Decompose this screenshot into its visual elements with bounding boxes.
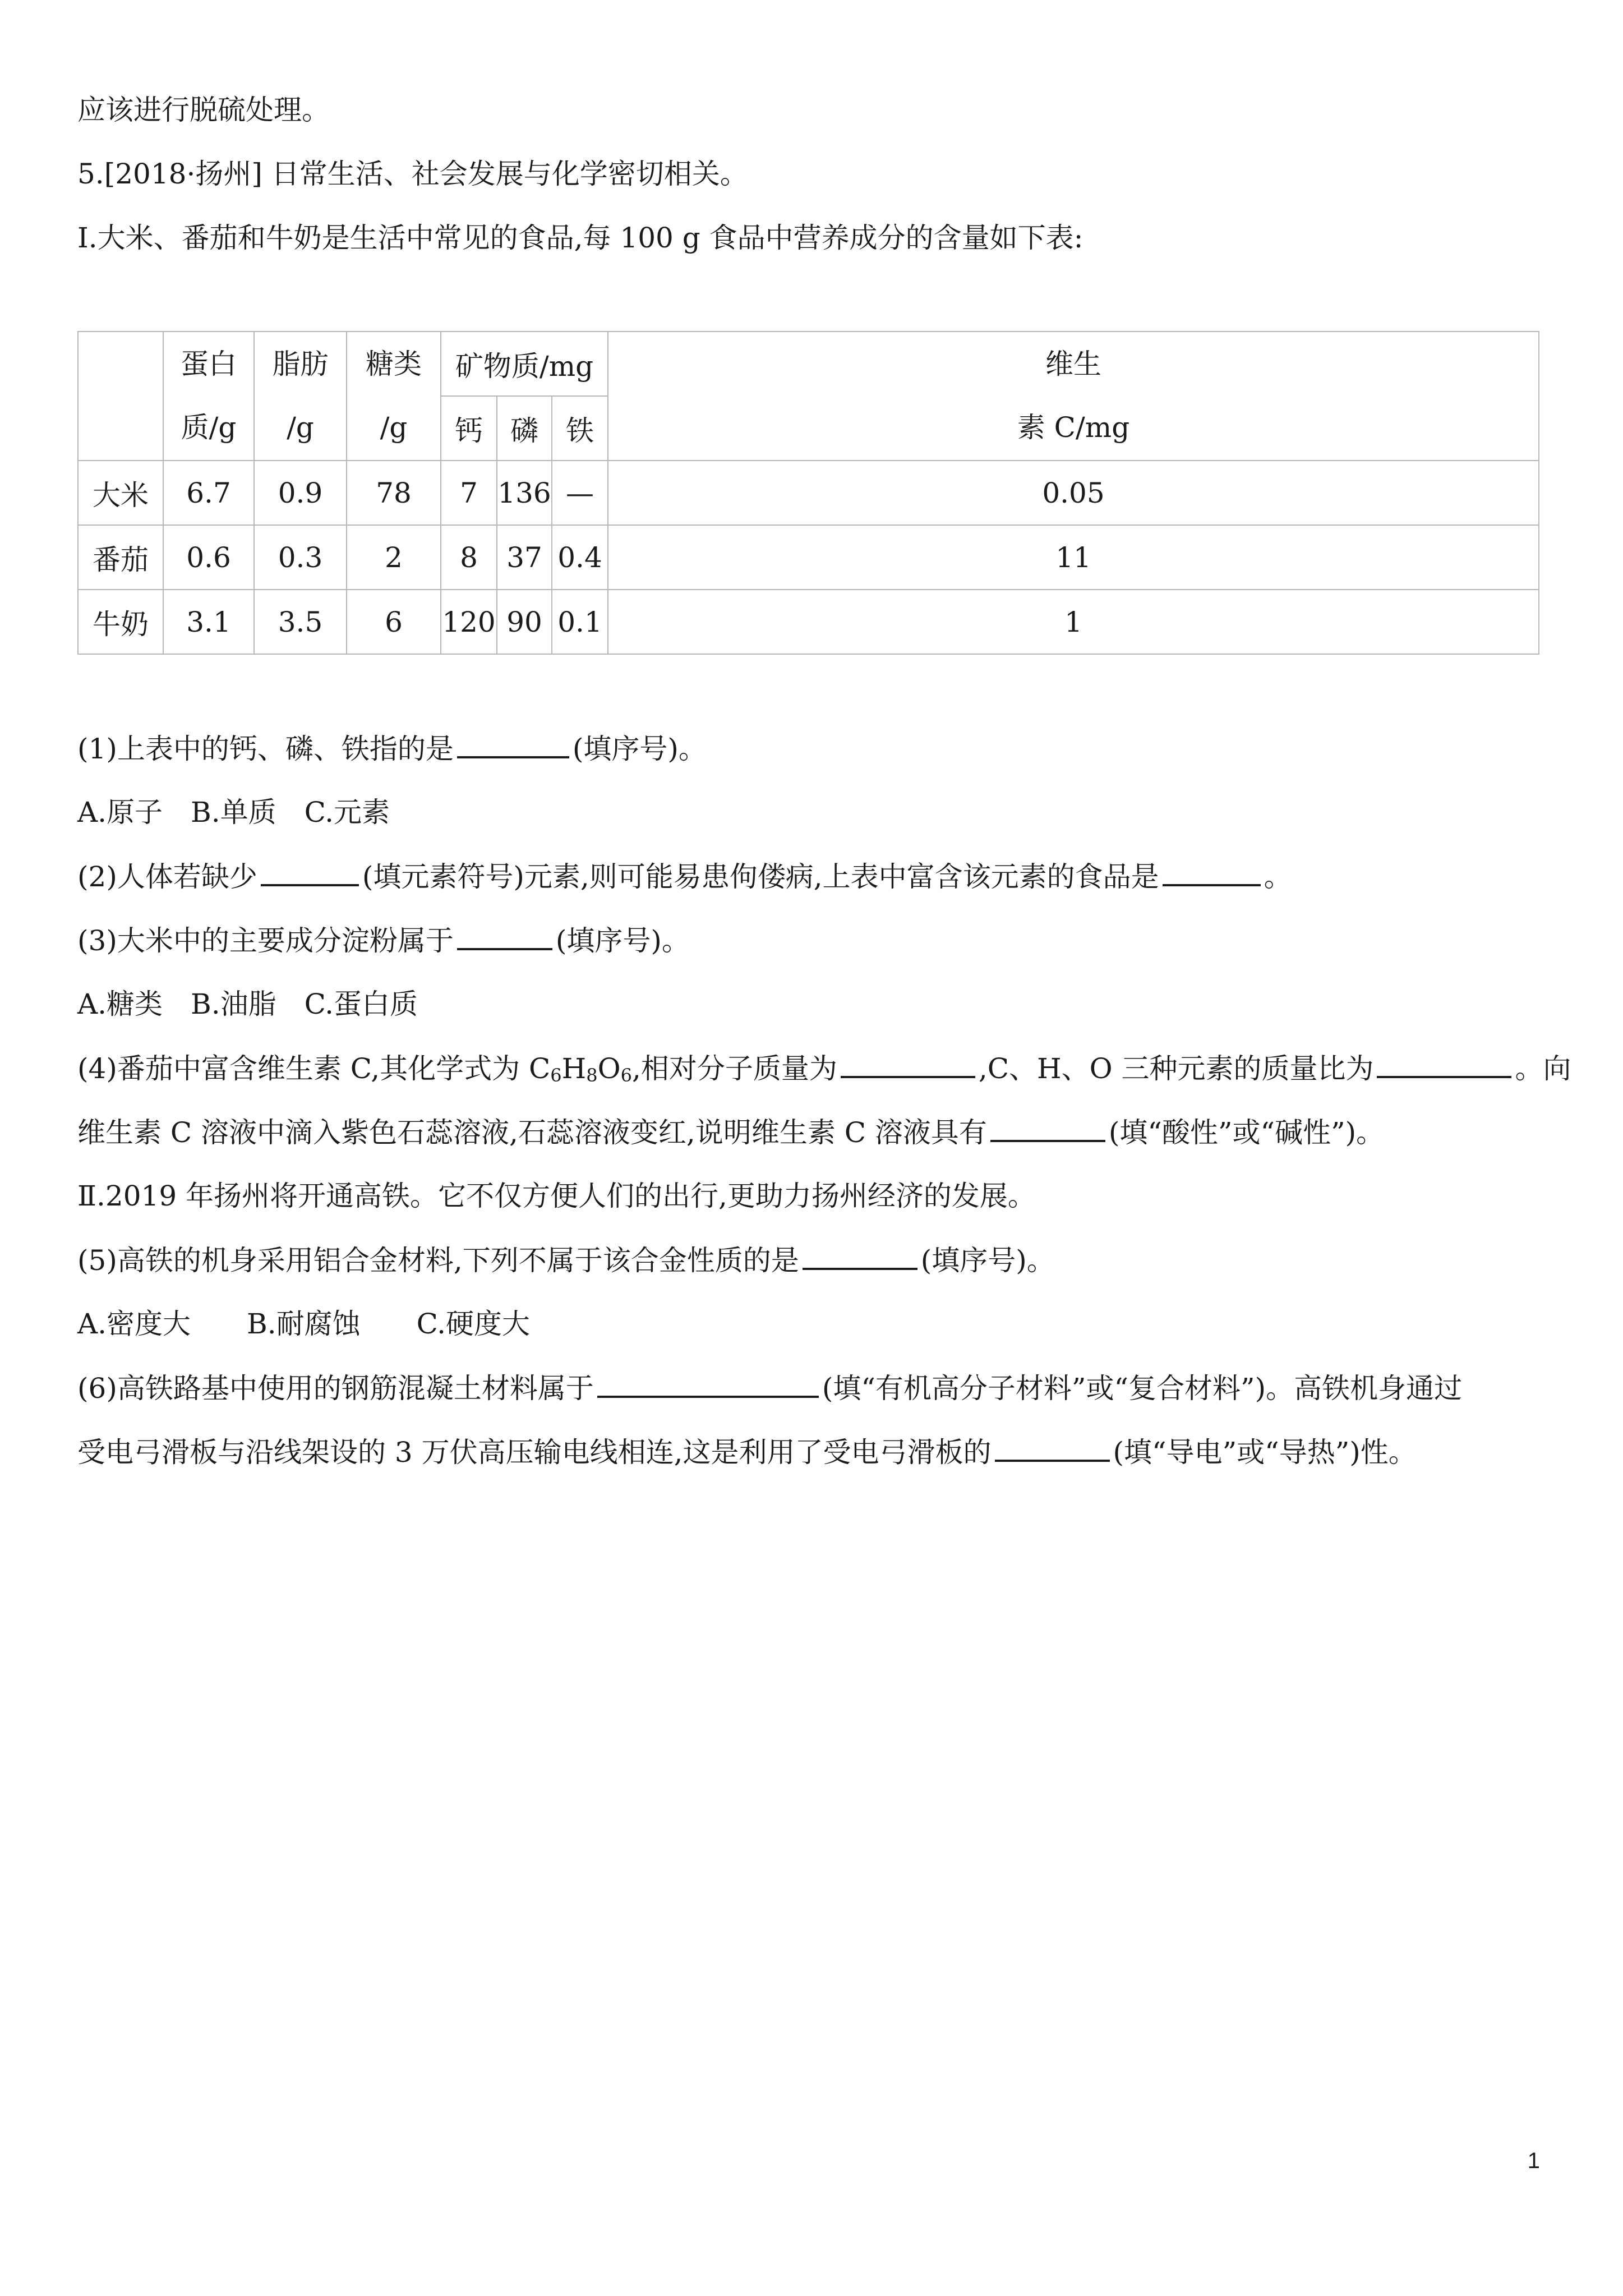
header-calcium: 钙: [441, 396, 497, 461]
cell-fat: 0.3: [254, 525, 347, 590]
cell-iron: 0.1: [552, 590, 608, 654]
table-row: [78, 525, 1539, 590]
answer-blank-2a[interactable]: [261, 858, 359, 886]
header-fat: 脂肪 /g: [254, 332, 347, 461]
question-6: (6)高铁路基中使用的钢筋混凝土材料属于 (填“有机高分子材料”或“复合材料”)。高铁机身通过: [77, 1370, 1462, 1406]
nutrition-table: [77, 331, 1539, 655]
cell-protein: 3.1: [163, 590, 254, 654]
header-iron: 铁: [552, 396, 608, 461]
question-title: 5.[2018·扬州] 日常生活、社会发展与化学密切相关。: [77, 158, 748, 190]
cell-vitamin-c: 11: [608, 525, 1539, 590]
answer-blank-3[interactable]: [457, 922, 552, 950]
cell-iron: —: [552, 461, 608, 525]
cell-phosphorus: 37: [497, 525, 552, 590]
section-1-intro: Ⅰ.大米、番茄和牛奶是生活中常见的食品,每 100 g 食品中营养成分的含量如下表:: [77, 222, 1083, 254]
question-3-options: A.糖类 B.油脂 C.蛋白质: [77, 988, 418, 1020]
cell-sugar: 2: [347, 525, 441, 590]
cell-phosphorus: 90: [497, 590, 552, 654]
cell-protein: 0.6: [163, 525, 254, 590]
cell-protein: 6.7: [163, 461, 254, 525]
header-vitamin-c: 维生 素 C/mg: [608, 332, 1539, 461]
answer-blank-1[interactable]: [457, 730, 569, 758]
table-row: [78, 590, 1539, 654]
cell-phosphorus: 136: [497, 461, 552, 525]
question-4: (4)番茄中富含维生素 C,其化学式为 $C_6H_8O_6$,相对分子质量为 ,C、H、O 三种元素的质量比为 。向: [77, 1050, 1571, 1093]
page-number: 1: [1527, 2148, 1540, 2173]
cell-calcium: 7: [441, 461, 497, 525]
question-3: (3)大米中的主要成分淀粉属于 (填序号)。: [77, 922, 690, 959]
answer-blank-4a[interactable]: [841, 1050, 975, 1078]
cell-fat: 3.5: [254, 590, 347, 654]
header-sugar: 糖类 /g: [347, 332, 441, 461]
text-line-intro: 应该进行脱硫处理。: [77, 94, 330, 126]
header-empty-cell: [78, 332, 163, 461]
question-1-options: A.原子 B.单质 C.元素: [77, 796, 390, 829]
question-2: (2)人体若缺少 (填元素符号)元素,则可能易患佝偻病,上表中富含该元素的食品是 。: [77, 858, 1292, 895]
cell-calcium: 120: [441, 590, 497, 654]
cell-iron: 0.4: [552, 525, 608, 590]
question-4-continued: 维生素 C 溶液中滴入紫色石蕊溶液,石蕊溶液变红,说明维生素 C 溶液具有 (填“酸性”或“碱性”)。: [77, 1114, 1384, 1151]
header-mineral: 矿物质/mg: [441, 332, 608, 396]
cell-sugar: 6: [347, 590, 441, 654]
answer-blank-4b[interactable]: [1377, 1050, 1511, 1078]
cell-calcium: 8: [441, 525, 497, 590]
answer-blank-5[interactable]: [803, 1242, 917, 1270]
answer-blank-2b[interactable]: [1163, 858, 1261, 886]
row-name: 牛奶: [78, 590, 163, 654]
cell-vitamin-c: 0.05: [608, 461, 1539, 525]
row-name: 番茄: [78, 525, 163, 590]
question-5-options: A.密度大 B.耐腐蚀 C.硬度大: [77, 1308, 531, 1340]
header-protein: 蛋白 质/g: [163, 332, 254, 461]
answer-blank-6b[interactable]: [995, 1434, 1110, 1462]
table-row: [78, 461, 1539, 525]
cell-vitamin-c: 1: [608, 590, 1539, 654]
header-phosphorus: 磷: [497, 396, 552, 461]
answer-blank-6a[interactable]: [597, 1370, 819, 1398]
question-6-continued: 受电弓滑板与沿线架设的 3 万伏高压输电线相连,这是利用了受电弓滑板的 (填“导电”或“导热”)性。: [77, 1434, 1417, 1470]
question-1: (1)上表中的钙、磷、铁指的是 (填序号)。: [77, 730, 707, 767]
cell-fat: 0.9: [254, 461, 347, 525]
row-name: 大米: [78, 461, 163, 525]
cell-sugar: 78: [347, 461, 441, 525]
answer-blank-4c[interactable]: [990, 1114, 1105, 1142]
section-2-intro: Ⅱ.2019 年扬州将开通高铁。它不仅方便人们的出行,更助力扬州经济的发展。: [77, 1180, 1036, 1212]
question-5: (5)高铁的机身采用铝合金材料,下列不属于该合金性质的是 (填序号)。: [77, 1242, 1055, 1278]
